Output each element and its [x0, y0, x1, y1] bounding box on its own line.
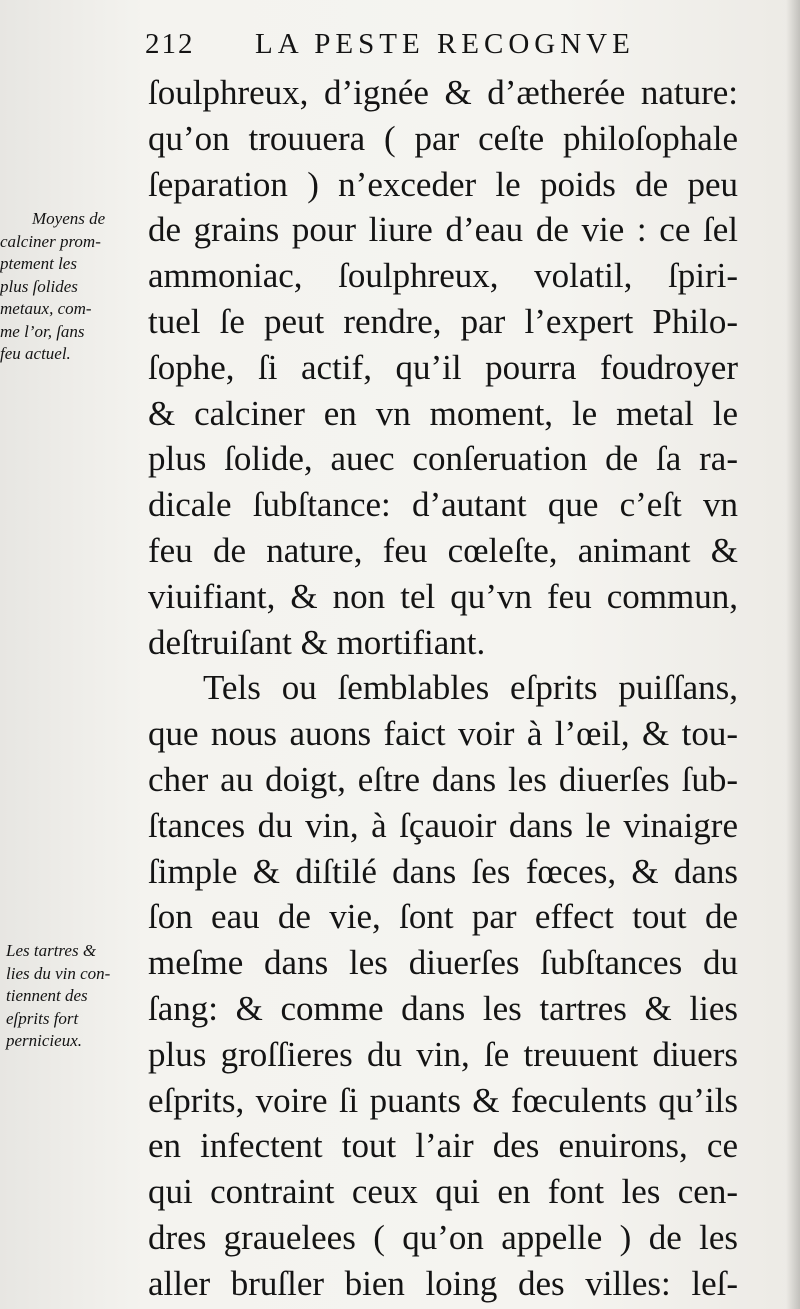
margin-note-line: Les tartres &: [6, 941, 97, 960]
margin-note-line: lies du vin con-: [6, 963, 111, 983]
text-line: plus ſolide, auec conſeruation de ſa ra-: [148, 439, 738, 479]
text-line: dicale ſubſtance: d’autant que c’eſt vn: [148, 485, 738, 525]
text-line: eſprits, voire ſi puants & fœculents qu’ils: [148, 1080, 738, 1120]
text-line: qui contraint ceux qui en font les cen-: [148, 1172, 738, 1212]
margin-note-line: metaux, com-: [0, 299, 92, 318]
margin-note-line: me l’or, ſans: [0, 321, 85, 341]
text-line: dres grauelees ( qu’on appelle ) de les: [148, 1217, 738, 1257]
text-line: ſimple & diſtilé dans ſes fœces, & dans: [148, 851, 738, 891]
margin-note-line: calciner prom-: [0, 231, 101, 251]
margin-note-line: tiennent des: [6, 986, 88, 1005]
page-header: [145, 28, 665, 68]
text-line: aller bruſler bien loing des villes: leſ-: [148, 1263, 738, 1303]
margin-note-calcination: [0, 208, 148, 366]
text-line: & calciner en vn moment, le metal le: [148, 393, 738, 433]
margin-note-line: pernicieux.: [6, 1031, 82, 1050]
text-line: ſoulphreux, d’ignée & d’ætherée nature:: [148, 73, 738, 112]
margin-note-tartres: [6, 940, 154, 1053]
text-line: en infectent tout l’air des enuirons, ce: [148, 1126, 738, 1166]
paragraph-end-line: deſtruiſant & mortifiant.: [148, 622, 486, 662]
text-line: que nous auons faict voir à l’œil, & tou-: [148, 714, 738, 754]
margin-note-line: Moyens de: [32, 209, 106, 228]
text-line: ſon eau de vie, ſont par effect tout de: [148, 897, 738, 937]
text-line: feu de nature, feu cœleſte, animant &: [148, 530, 738, 570]
margin-note-line: ptement les: [0, 254, 77, 273]
page-edge-shadow: [786, 0, 800, 1309]
text-line: de grains pour liure d’eau de vie : ce ſel: [148, 210, 738, 250]
text-line: ſophe, ſi actif, qu’il pourra foudroyer: [148, 347, 738, 387]
text-line: qu’on trouuera ( par ceſte philoſophale: [148, 118, 738, 158]
page-number: 212: [145, 28, 195, 60]
text-line: plus groſſieres du vin, ſe treuuent diuers: [148, 1034, 738, 1074]
body-text: [148, 70, 738, 1307]
margin-note-line: feu actuel.: [0, 344, 71, 363]
margin-note-line: plus ſolides: [0, 276, 78, 296]
text-line: meſme dans les diuerſes ſubſtances du: [148, 943, 738, 983]
text-line: tuel ſe peut rendre, par l’expert Philo-: [148, 301, 738, 341]
text-line: ſeparation ) n’exceder le poids de peu: [148, 164, 738, 204]
running-title: LA PESTE RECOGNVE: [255, 28, 635, 60]
text-line: ſang: & comme dans les tartres & lies: [148, 988, 738, 1028]
margin-note-line: eſprits fort: [6, 1008, 79, 1028]
paragraph-start-line: Tels ou ſemblables eſprits puiſſans,: [203, 668, 738, 708]
text-line: ſtances du vin, à ſçauoir dans le vinaigre: [148, 805, 738, 845]
text-line: cher au doigt, eſtre dans les diuerſes ſub-: [148, 759, 738, 799]
text-line: ammoniac, ſoulphreux, volatil, ſpiri-: [148, 256, 738, 296]
text-line: viuifiant, & non tel qu’vn feu commun,: [148, 576, 738, 616]
